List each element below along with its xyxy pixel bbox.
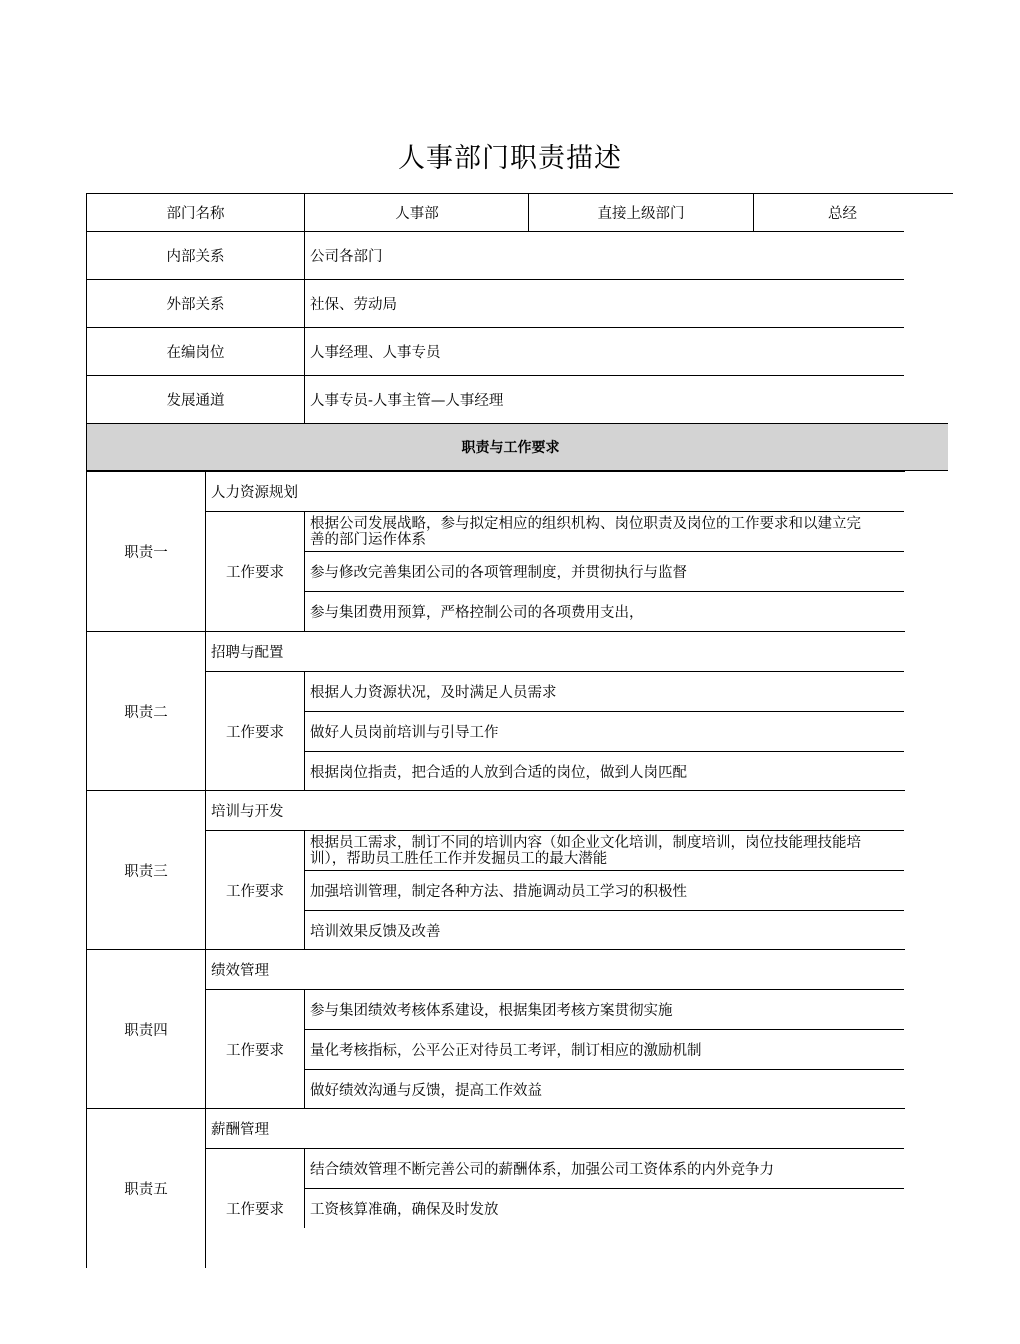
- req-item: 参与修改完善集团公司的各项管理制度，并贯彻执行与监督: [304, 551, 904, 591]
- req-item: 根据岗位指责，把合适的人放到合适的岗位，做到人岗匹配: [304, 751, 904, 790]
- req-item: 结合绩效管理不断完善公司的薪酬体系，加强公司工资体系的内外竞争力: [304, 1148, 904, 1188]
- req-item: 培训效果反馈及改善: [304, 910, 904, 949]
- info-label: 发展通道: [86, 375, 304, 423]
- section-title: 职责与工作要求: [86, 423, 948, 471]
- req-item: 根据员工需求，制订不同的培训内容（如企业文化培训，制度培训，岗位技能理技能培训），帮助员工胜任工作并发掘员工的最大潜能: [304, 830, 904, 870]
- info-value: 公司各部门: [304, 231, 904, 279]
- info-value: 社保、劳动局: [304, 279, 904, 327]
- req-label: 工作要求: [205, 830, 304, 949]
- page-title: 人事部门职责描述: [398, 143, 622, 174]
- duty-name: 职责二: [86, 631, 205, 790]
- req-item: 加强培训管理，制定各种方法、措施调动员工学习的积极性: [304, 870, 904, 910]
- req-item: 量化考核指标，公平公正对待员工考评，制订相应的激励机制: [304, 1029, 904, 1069]
- req-label: 工作要求: [205, 1148, 304, 1268]
- req-label: 工作要求: [205, 511, 304, 631]
- req-item: 做好人员岗前培训与引导工作: [304, 711, 904, 751]
- req-item: 参与集团费用预算，严格控制公司的各项费用支出，: [304, 591, 904, 631]
- dept-name-label: 部门名称: [86, 193, 304, 231]
- req-label: 工作要求: [205, 671, 304, 790]
- info-label: 外部关系: [86, 279, 304, 327]
- req-item: 根据公司发展战略，参与拟定相应的组织机构、岗位职责及岗位的工作要求和以建立完善的部门运作体系: [304, 511, 904, 551]
- info-label: 在编岗位: [86, 327, 304, 375]
- req-item: 根据人力资源状况，及时满足人员需求: [304, 671, 904, 711]
- req-item: 参与集团绩效考核体系建设，根据集团考核方案贯彻实施: [304, 989, 904, 1029]
- duty-topic: 绩效管理: [205, 949, 905, 989]
- superior-label: 直接上级部门: [528, 193, 753, 231]
- duty-topic: 薪酬管理: [205, 1108, 905, 1148]
- duty-topic: 招聘与配置: [205, 631, 905, 671]
- duty-topic: 人力资源规划: [205, 471, 905, 511]
- req-label: 工作要求: [205, 989, 304, 1108]
- duty-name: 职责四: [86, 949, 205, 1108]
- info-value: 人事专员-人事主管—人事经理: [304, 375, 904, 423]
- duty-name: 职责三: [86, 790, 205, 949]
- dept-name-value: 人事部: [304, 193, 529, 231]
- req-item: 做好绩效沟通与反馈，提高工作效益: [304, 1069, 904, 1108]
- req-item: 工资核算准确，确保及时发放: [304, 1188, 904, 1228]
- info-label: 内部关系: [86, 231, 304, 279]
- info-value: 人事经理、人事专员: [304, 327, 904, 375]
- duty-name: 职责五: [86, 1108, 205, 1268]
- duty-name: 职责一: [86, 471, 205, 631]
- superior-value: 总经: [753, 193, 953, 231]
- duty-topic: 培训与开发: [205, 790, 905, 830]
